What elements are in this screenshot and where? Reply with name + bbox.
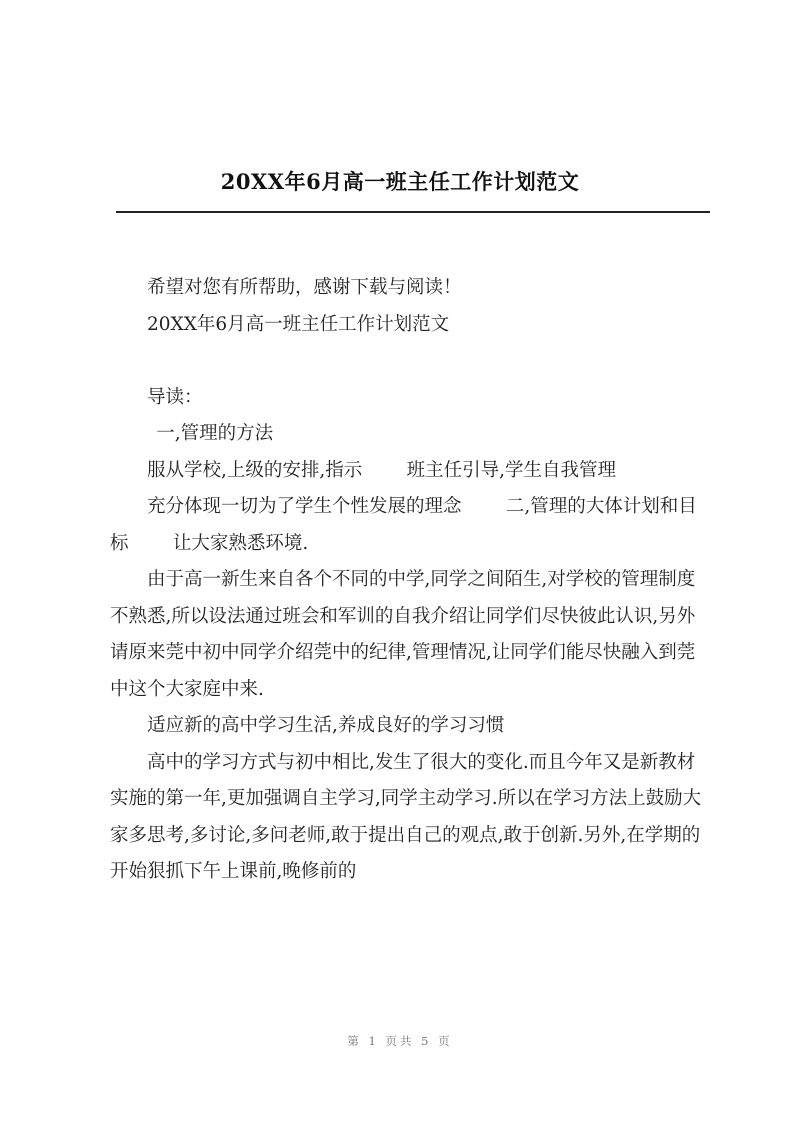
paragraph-section-1-heading: 一,管理的方法: [156, 423, 274, 444]
paragraph-subtitle: 20XX年6月高一班主任工作计划范文: [147, 313, 450, 335]
document-title: 20XX年6月高一班主任工作计划范文: [220, 169, 580, 194]
paragraph-thanks: 希望对您有所帮助，感谢下载与阅读！: [147, 277, 462, 298]
paragraph-management-principles: [110, 453, 710, 490]
text-segment: 充分体现一切为了学生个性发展的理念: [147, 496, 462, 517]
paragraph-new-students: 由于高一新生来自各个不同的中学,同学之间陌生,对学校的管理制度不熟悉,所以设法通过班会和军训的自我介绍让同学们尽快彼此认识,另外请原来莞中初中同学介绍莞中的纪律,管理情况,让同学们能尽快融入到莞中这个大家庭中来.: [110, 569, 696, 700]
page-number-footer: 第 1 页共 5 页: [347, 1034, 453, 1048]
text-segment: 服从学校,上级的安排,指示: [147, 459, 363, 481]
title-divider: [116, 211, 710, 213]
text-segment: 二,管理的大体计划和目标: [110, 496, 697, 554]
paragraph-intro-label: 导读：: [147, 386, 203, 408]
paragraph-plan-goals: [110, 489, 710, 562]
text-segment: 班主任引导,学生自我管理: [406, 459, 617, 481]
document-body: [110, 270, 710, 891]
paragraph-adapt-study: 适应新的高中学习生活,养成良好的学习习惯: [147, 715, 505, 736]
text-segment: 让大家熟悉环境.: [172, 532, 309, 554]
paragraph-study-methods: 高中的学习方式与初中相比,发生了很大的变化.而且今年又是新教材实施的第一年,更加强调自主学习,同学主动学习.所以在学习方法上鼓励大家多思考,多讨论,多问老师,敢于提出自己的观点,敢于创新.另外,在学期的开始狠抓下午上课前,晚修前的: [110, 751, 702, 882]
